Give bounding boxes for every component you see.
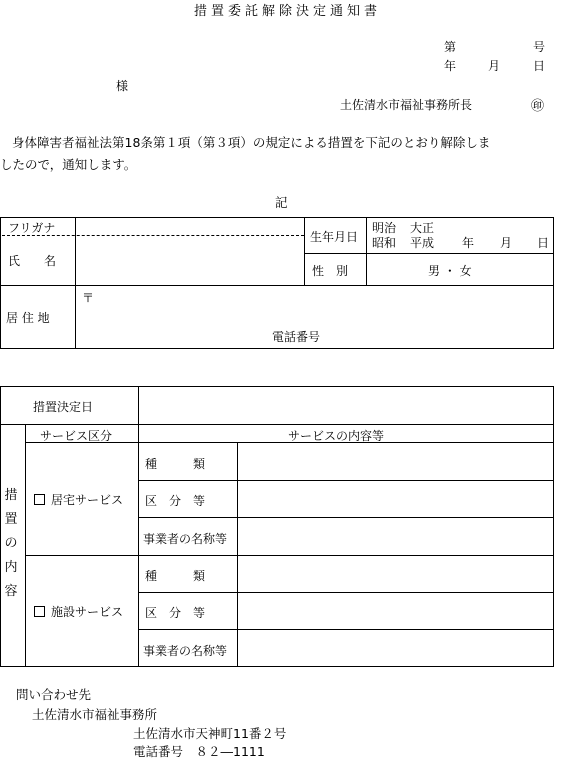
provider-label-facility: 事業者の名称等 xyxy=(143,644,228,658)
furigana-label: フリガナ xyxy=(8,221,56,235)
address-label: 居 住 地 xyxy=(6,311,50,325)
service-category-header: サービス区分 xyxy=(40,429,113,443)
home-service-option[interactable]: 居宅サービス xyxy=(34,491,123,508)
division-label-home: 区 分 等 xyxy=(145,494,206,508)
day-label: 日 xyxy=(533,59,546,73)
service-content-header: サービスの内容等 xyxy=(288,429,385,443)
number-suffix: 号 xyxy=(533,40,546,54)
era-taisho: 大正 xyxy=(410,221,435,235)
contact-office: 土佐清水市福祉事務所 xyxy=(32,707,158,722)
era-meiji: 明治 xyxy=(372,221,397,235)
postal-mark: 〒 xyxy=(82,291,95,305)
number-label: 第 xyxy=(444,40,457,54)
birth-label: 生年月日 xyxy=(310,230,359,244)
contact-phone: 電話番号 ８２―1111 xyxy=(133,744,265,759)
addressee-suffix: 様 xyxy=(116,79,129,93)
provider-label-home: 事業者の名称等 xyxy=(143,532,228,546)
checkbox[interactable] xyxy=(34,494,45,505)
seal-mark: ㊞ xyxy=(531,99,545,114)
month-label: 月 xyxy=(488,59,501,73)
sex-label: 性 別 xyxy=(312,264,349,278)
contact-heading: 問い合わせ先 xyxy=(16,687,92,702)
type-label-home: 種 類 xyxy=(145,457,206,471)
issuer-name: 土佐清水市福祉事務所長 xyxy=(340,98,473,112)
birth-year: 年 xyxy=(462,236,475,250)
document-title: 措置委託解除決定通知書 xyxy=(193,4,381,19)
name-label: 氏 名 xyxy=(8,254,57,268)
division-label-facility: 区 分 等 xyxy=(145,606,206,620)
era-showa: 昭和 xyxy=(372,236,397,250)
body-line-2: したので，通知します。 xyxy=(0,157,137,172)
type-label-facility: 種 類 xyxy=(145,569,206,583)
body-line-1: 身体障害者福祉法第18条第１項（第３項）の規定による措置を下記のとおり解除しま xyxy=(12,135,491,150)
sex-options: 男 ・ 女 xyxy=(428,264,472,278)
measure-content-vertical: 措 置 の 内 容 xyxy=(4,488,18,599)
phone-label: 電話番号 xyxy=(272,330,321,344)
ki-heading: 記 xyxy=(275,195,288,210)
era-heisei: 平成 xyxy=(410,236,435,250)
birth-day: 日 xyxy=(537,236,550,250)
checkbox[interactable] xyxy=(34,606,45,617)
birth-month: 月 xyxy=(500,236,513,250)
decision-date-label: 措置決定日 xyxy=(33,400,94,414)
contact-address: 土佐清水市天神町11番２号 xyxy=(133,726,287,741)
facility-service-option[interactable]: 施設サービス xyxy=(34,603,123,620)
year-label: 年 xyxy=(444,59,457,73)
body-paragraph xyxy=(0,132,575,176)
